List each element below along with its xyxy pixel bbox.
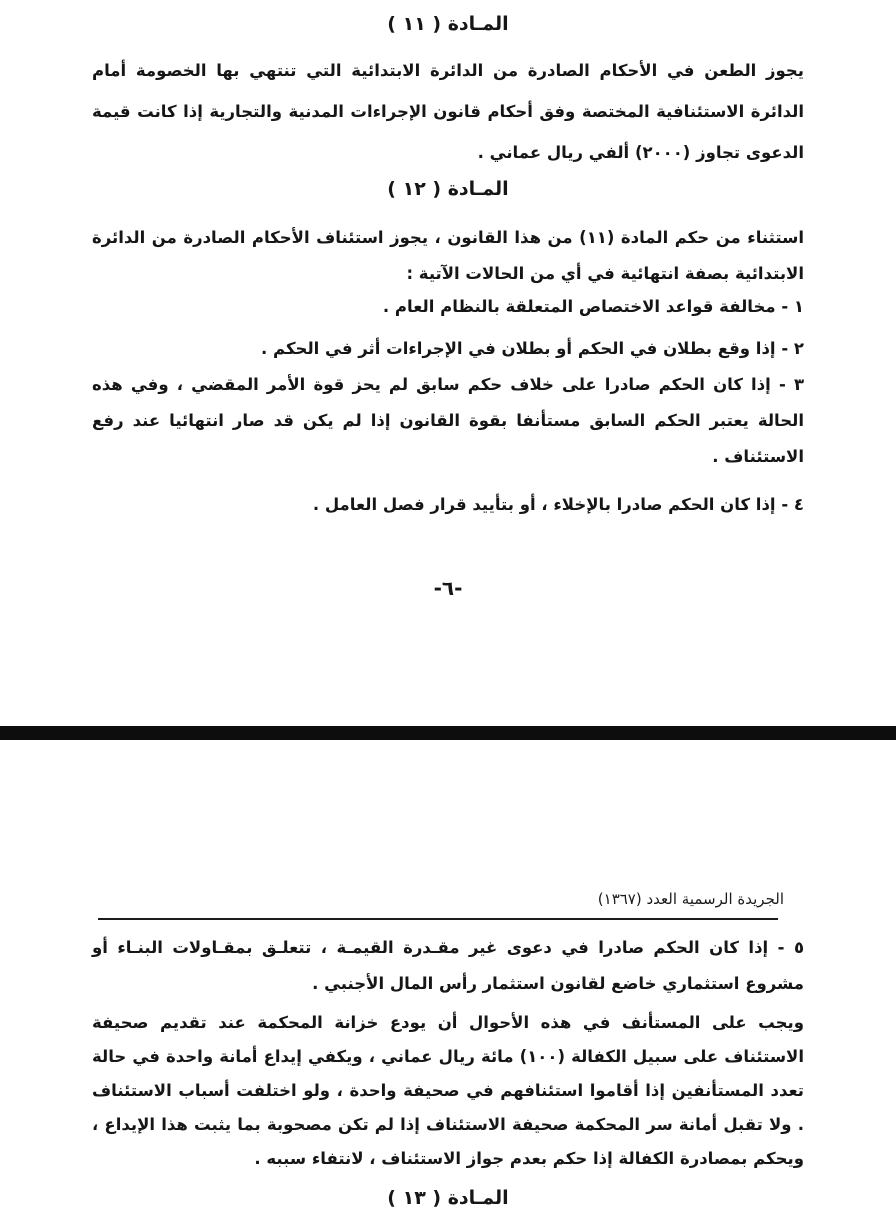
item-text: إذا كان الحكم صادرا في دعوى غير مقـدرة القيمـة ، تتعلـق بمقـاولات البنـاء أو مشروع استثماري خاضع لقانون استثمار رأس المال الأجنبي . (92, 938, 804, 993)
article-13-heading: المـادة ( ١٣ ) (387, 1187, 509, 1209)
article-12-heading: المـادة ( ١٢ ) (387, 178, 509, 200)
article-12-intro: استثناء من حكم المادة (١١) من هذا القانون ، يجوز استئناف الأحكام الصادرة من الدائرة الابتدائية بصفة انتهائية في أي من الحالات الآتية : (92, 228, 804, 283)
item-number: ٣ - (778, 375, 805, 394)
item-number: ٤ - (781, 495, 804, 514)
article-12-item-5 (92, 930, 804, 1002)
item-number: ٢ - (781, 339, 804, 358)
article-12-item-2 (92, 331, 804, 367)
article-12-item-4 (92, 487, 804, 523)
header-rule (98, 918, 778, 920)
article-11-text: يجوز الطعن في الأحكام الصادرة من الدائرة الابتدائية التي تنتهي بها الخصومة أمام الدائرة الاستئنافية المختصة وفق أحكام قانون الإجراءات المدنية والتجارية إذا كانت قيمة الدعوى تجاوز (٢٠٠٠) ألفي ريال عماني . (92, 61, 804, 162)
page-separator (0, 726, 896, 740)
item-number: ١ - (781, 297, 804, 316)
article-12-item-1 (92, 289, 804, 325)
item-text: إذا وقع بطلان في الحكم أو بطلان في الإجراءات أثر في الحكم . (261, 339, 776, 358)
deposit-paragraph: ويجب على المستأنف في هذه الأحوال أن يودع خزانة المحكمة عند تقديم صحيفة الاستئناف على سبيل الكفالة (١٠٠) مائة ريال عماني ، ويكفي إيداع أمانة واحدة في حالة تعدد المستأنفين إذا أقاموا استئنافهم في صحيفة واحدة ، ولو اختلفت أسباب الاستئناف . ولا تقبل أمانة سر المحكمة صحيفة الاستئناف إذا لم تكن مصحوبة بما يثبت هذا الإيداع ، ويحكم بمصادرة الكفالة إذا حكم بعدم جواز الاستئناف ، لانتفاء سببه . (92, 1013, 805, 1168)
page-number: -٦- (433, 576, 463, 600)
item-text: مخالفة قواعد الاختصاص المتعلقة بالنظام العام . (382, 297, 776, 316)
gazette-header: الجريدة الرسمية العدد (١٣٦٧) (597, 890, 784, 908)
item-number: ٥ - (777, 938, 805, 957)
article-12-item-3 (92, 367, 804, 475)
article-11-heading: المـادة ( ١١ ) (387, 13, 509, 35)
item-text: إذا كان الحكم صادرا على خلاف حكم سابق لم يحز قوة الأمر المقضي ، وفي هذه الحالة يعتبر الحكم السابق مستأنفا بقوة القانون إذا لم يكن قد صار انتهائيا عند رفع الاستئناف . (92, 375, 804, 466)
document-page-bottom (0, 740, 896, 1209)
item-text: إذا كان الحكم صادرا بالإخلاء ، أو بتأييد قرار فصل العامل . (312, 495, 776, 514)
